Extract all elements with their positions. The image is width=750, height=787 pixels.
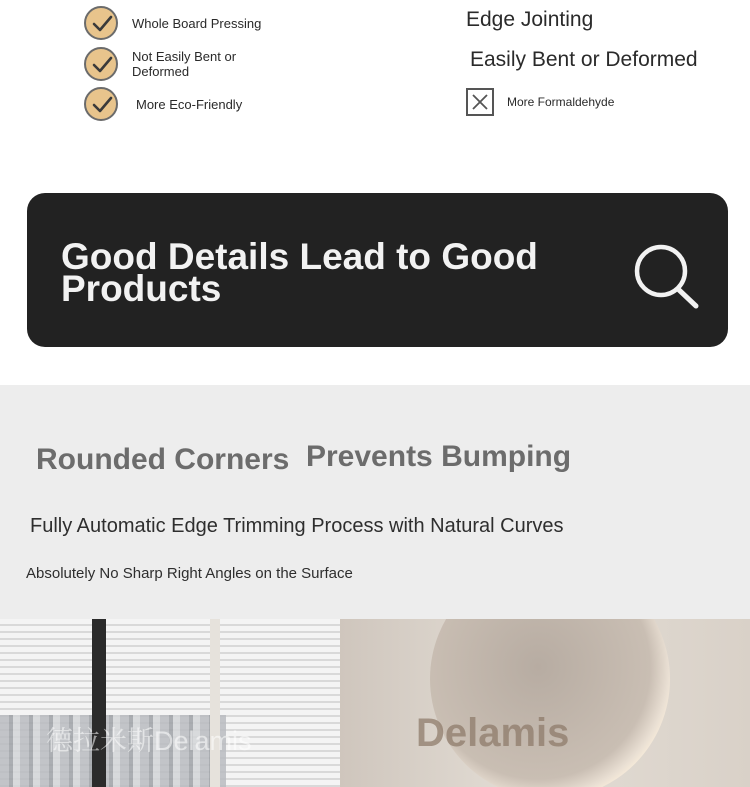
details-banner xyxy=(27,193,728,347)
window-frame-edge xyxy=(210,619,220,787)
easily-bent-heading: Easily Bent or Deformed xyxy=(470,48,698,71)
interior-photo xyxy=(0,619,750,787)
edge-trimming-subtitle: Fully Automatic Edge Trimming Process with Natural Curves xyxy=(30,515,564,537)
edge-jointing-heading: Edge Jointing xyxy=(466,8,594,31)
search-icon xyxy=(633,243,699,314)
no-sharp-angles-caption: Absolutely No Sharp Right Angles on the Surface xyxy=(26,565,353,582)
check-icon xyxy=(84,47,118,81)
feature-whole-board-pressing xyxy=(84,6,261,40)
comparison-section xyxy=(0,0,750,150)
banner-title: Good Details Lead to Good Products xyxy=(61,236,538,309)
feature-not-easily-bent xyxy=(84,47,272,81)
check-icon xyxy=(84,87,118,121)
feature-more-formaldehyde xyxy=(466,88,614,116)
feature-more-eco-friendly xyxy=(84,87,242,121)
feature-label: Not Easily Bent or Deformed xyxy=(132,49,237,79)
feature-label: Whole Board Pressing xyxy=(132,15,262,31)
round-mirror xyxy=(430,619,670,787)
x-box-icon xyxy=(466,88,494,116)
check-icon xyxy=(84,6,118,40)
window-frame xyxy=(92,619,106,787)
rounded-corners-section xyxy=(0,385,750,619)
brand-watermark-right: Delamis xyxy=(416,711,570,755)
prevents-bumping-heading: Prevents Bumping xyxy=(306,440,572,473)
rounded-corners-heading: Rounded Corners xyxy=(36,443,290,476)
feature-label: More Eco-Friendly xyxy=(136,96,243,112)
brand-watermark-left: 德拉米斯Delamis xyxy=(46,726,252,756)
feature-label: More Formaldehyde xyxy=(507,95,615,109)
